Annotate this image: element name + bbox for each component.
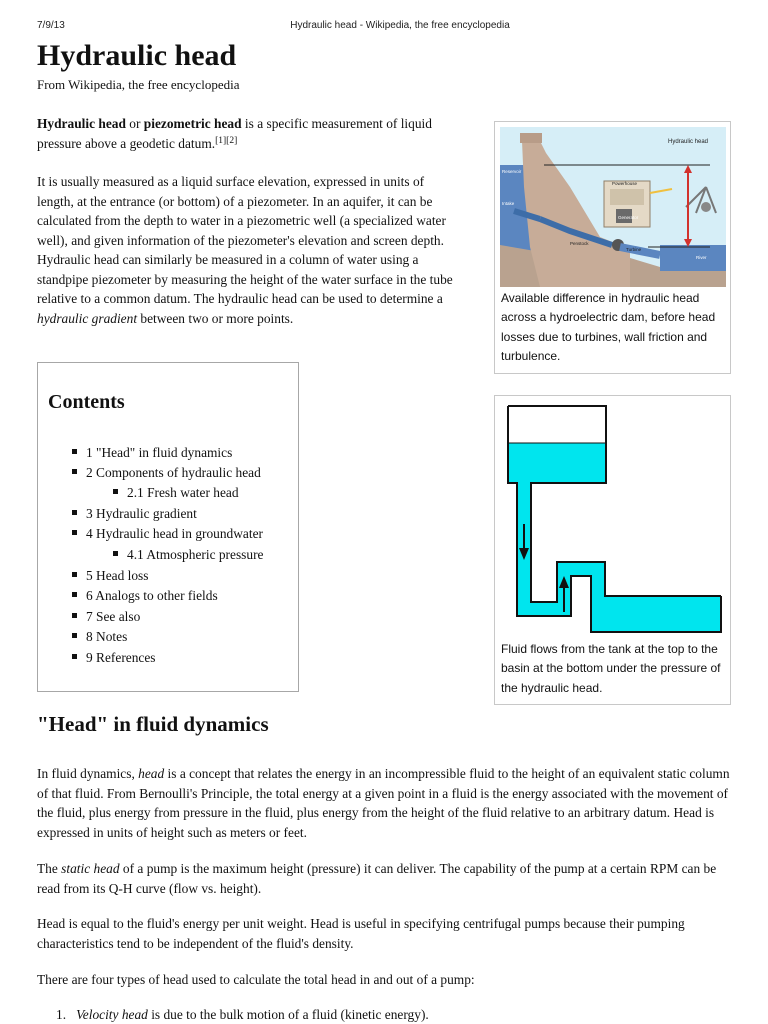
toc-item[interactable]: 3 Hydraulic gradient (72, 506, 197, 522)
dam-diagram (500, 127, 726, 287)
section-paragraph: There are four types of head used to calculate the total head in and out of a pump: (37, 972, 475, 987)
figure-tank-caption: Fluid flows from the tank at the top to the basin at the bottom under the pressure of the hydraulic head. (501, 642, 721, 695)
toc-subitem[interactable]: 2.1 Fresh water head (113, 485, 239, 501)
label-reservoir: Reservoir (502, 169, 522, 174)
description-paragraph: It is usually measured as a liquid surface elevation, expressed in units of length, at the entrance (or bottom) of a piezometer. In an aquifer, it can be calculated from the depth to water in a piezometric well (a specialized water well), and given information of the piezometer's elevation and screen depth. Hydraulic head can similarly be measured in a column of water using a standpipe piezometer by measuring the height of the water surface in the tube relative to a common datum. The hydraulic head can be used to determine a hydraulic gradient between two or more points. (37, 174, 453, 326)
section-heading: "Head" in fluid dynamics (37, 712, 269, 736)
label-powerhouse: Powerhouse (612, 181, 638, 186)
toc-item[interactable]: 7 See also (72, 609, 140, 625)
tank-diagram (501, 402, 727, 638)
figure-tank (494, 395, 731, 705)
reference-link[interactable]: [1][2] (215, 135, 238, 146)
term-piezometric-head: piezometric head (143, 116, 242, 131)
toc-item[interactable]: 5 Head loss (72, 568, 148, 584)
toc-item[interactable]: 9 References (72, 650, 156, 666)
label-penstock: Penstock (570, 241, 589, 246)
table-of-contents (37, 362, 299, 692)
section-paragraph: Head is equal to the fluid's energy per unit weight. Head is useful in specifying centrifugal pumps because their pumping characteristics tend to be independent of the fluid's density. (37, 916, 685, 951)
intro-paragraph: Hydraulic head or piezometric head is a specific measurement of liquid pressure above a geodetic datum.[1][2] (37, 116, 432, 151)
label-river: River (696, 255, 707, 260)
figure-dam (494, 121, 731, 374)
page-subtitle: From Wikipedia, the free encyclopedia (37, 77, 240, 92)
toc-item[interactable]: 8 Notes (72, 629, 127, 645)
toc-title: Contents (48, 391, 125, 413)
label-intake: Intake (502, 201, 515, 206)
toc-item[interactable]: 1 "Head" in fluid dynamics (72, 445, 232, 461)
hydraulic-gradient-link[interactable]: hydraulic gradient (37, 310, 138, 326)
label-turbine: Turbine (626, 247, 642, 252)
toc-item[interactable]: 4 Hydraulic head in groundwater (72, 526, 263, 542)
label-hydraulic-head: Hydraulic head (668, 139, 709, 145)
toc-item[interactable]: 2 Components of hydraulic head (72, 465, 261, 481)
section-paragraph: In fluid dynamics, head is a concept that relates the energy in an incompressible fluid to the height of an equivalent static column of that fluid. From Bernoulli's Principle, the total energy at a given point in a fluid is the energy associated with the movement of the fluid, plus energy from pressure in the fluid, plus energy from the height of the fluid relative to an arbitrary datum. Head is expressed in units of height such as meters or feet. (37, 766, 730, 840)
print-date: 7/9/13 (37, 20, 65, 31)
term-hydraulic-head: Hydraulic head (37, 116, 126, 131)
label-generator: Generator (618, 215, 639, 220)
toc-item[interactable]: 6 Analogs to other fields (72, 588, 218, 604)
list-item: 1. Velocity head is due to the bulk motion of a fluid (kinetic energy). (56, 1007, 429, 1022)
figure-dam-caption: Available difference in hydraulic head across a hydroelectric dam, before head losses due to turbines, wall friction and turbulence. (501, 291, 716, 364)
toc-subitem[interactable]: 4.1 Atmospheric pressure (113, 547, 263, 563)
page-title: Hydraulic head (37, 39, 237, 72)
section-paragraph: The static head of a pump is the maximum height (pressure) it can deliver. The capability of the pump at a certain RPM can be read from its Q-H curve (flow vs. height). (37, 861, 717, 896)
print-page-title: Hydraulic head - Wikipedia, the free encyclopedia (290, 20, 510, 31)
